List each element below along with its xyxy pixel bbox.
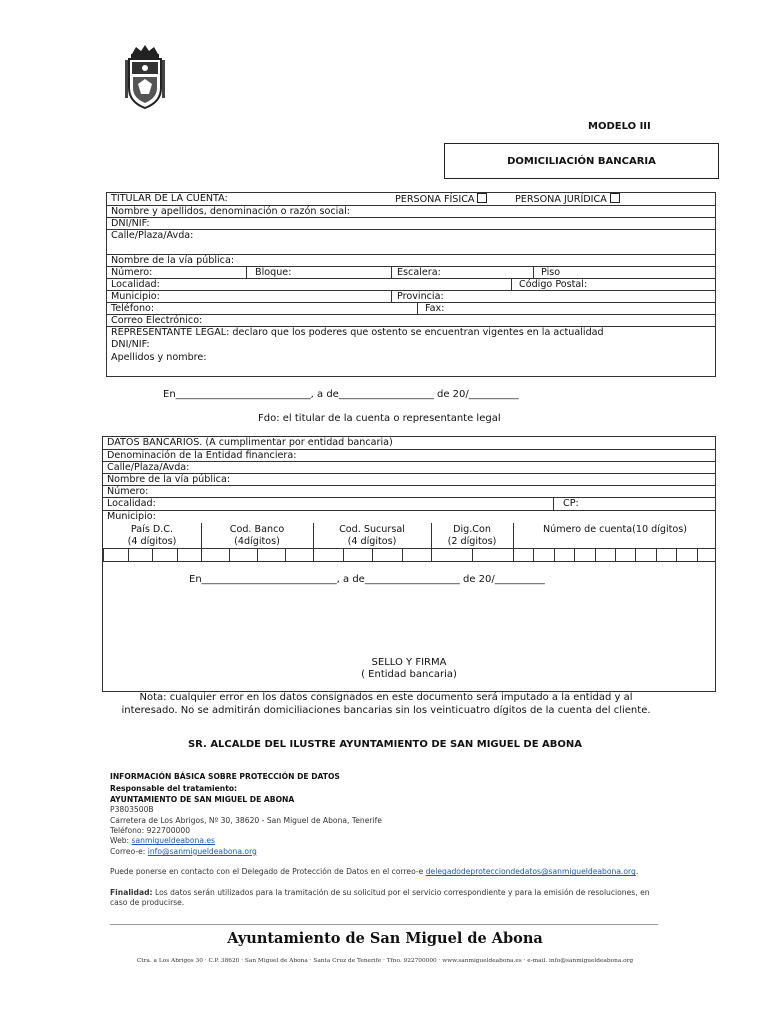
col-banco-label: Cod. Banco <box>229 524 285 535</box>
protection-title: INFORMACIÓN BÁSICA SOBRE PROTECCIÓN DE DATOS <box>110 772 340 781</box>
delegado-line: Puede ponerse en contacto con el Delegado de Protección de Datos en el correo-e delegadodeprotecciondedatos@sanmigueldeabona.org. <box>110 867 639 877</box>
bank-localidad-label: Localidad: <box>107 498 156 509</box>
addressee: SR. ALCALDE DEL ILUSTRE AYUNTAMIENTO DE SAN MIGUEL DE ABONA <box>187 739 583 750</box>
row-representante[interactable] <box>107 326 715 378</box>
representante-label: REPRESENTANTE LEGAL: declaro que los poderes que ostento se encuentran vigentes en la actualidad <box>111 327 604 338</box>
finalidad-label: Finalidad: <box>110 887 153 897</box>
titular-signature-label: Fdo: el titular de la cuenta o representante legal <box>258 413 501 424</box>
persona-fisica-label: PERSONA FÍSICA <box>395 194 475 205</box>
municipio-label: Municipio: <box>111 291 160 302</box>
bank-calle-label: Calle/Plaza/Avda: <box>107 462 190 473</box>
coat-of-arms-icon <box>124 44 166 110</box>
telefono-label: Teléfono: <box>111 303 155 314</box>
responsable-label: Responsable del tratamiento: <box>110 784 238 794</box>
seal-sub: ( Entidad bancaria) <box>361 669 457 680</box>
col-sucursal-label: Cod. Sucursal <box>339 524 405 535</box>
data-protection-block <box>110 772 670 908</box>
phone-value: 922700000 <box>146 826 191 836</box>
delegado-email-link[interactable]: delegadodeprotecciondedatos@sanmigueldeabona.org <box>425 867 636 877</box>
row-bank-localidad[interactable] <box>103 497 715 511</box>
col-cuenta-label: Número de cuenta(10 dígitos) <box>542 524 688 535</box>
titular-label: TITULAR DE LA CUENTA: <box>111 193 228 204</box>
bank-seal <box>103 657 715 681</box>
finalidad-line <box>110 888 670 898</box>
dni-label: DNI/NIF: <box>111 218 150 229</box>
col-pais <box>103 524 201 548</box>
entity-name: AYUNTAMIENTO DE SAN MIGUEL DE ABONA <box>110 794 295 804</box>
persona-juridica-checkbox[interactable] <box>610 193 620 203</box>
bank-via-label: Nombre de la vía pública: <box>107 474 231 485</box>
footer-title: Ayuntamiento de San Miguel de Abona <box>227 930 543 947</box>
localidad-label: Localidad: <box>111 279 160 290</box>
phone-label: Teléfono: <box>110 826 145 836</box>
bloque-label: Bloque: <box>255 267 292 278</box>
bank-table <box>102 436 716 692</box>
col-cuenta <box>513 524 717 536</box>
email-link[interactable]: info@sanmigueldeabona.org <box>147 846 257 856</box>
divider <box>201 523 202 549</box>
entity-phone <box>110 826 670 836</box>
row-calle[interactable] <box>107 229 715 255</box>
col-dig-label: Dig.Con <box>453 524 491 535</box>
provincia-label: Provincia: <box>397 291 444 302</box>
numero-label: Número: <box>111 267 153 278</box>
finalidad-text: Los datos serán utilizados para la tramitación de su solicitud por el servicio correspondiente y para la emisión de resoluciones, en <box>154 887 650 897</box>
escalera-label: Escalera: <box>397 267 441 278</box>
note-line2: interesado. No se admitirán domiciliaciones bancarias sin los veinticuatro dígitos de la cuenta del cliente. <box>121 705 651 716</box>
col-dig-sub: (2 dígitos) <box>447 536 497 547</box>
col-dig <box>431 524 513 548</box>
row-titular <box>107 193 715 205</box>
nombre-label: Nombre y apellidos, denominación o razón social: <box>111 206 351 217</box>
divider <box>513 523 514 549</box>
web-link[interactable]: sanmigueldeabona.es <box>131 836 216 846</box>
col-banco <box>201 524 313 548</box>
document-title-box <box>444 143 719 179</box>
note <box>100 691 672 717</box>
divider <box>431 523 432 549</box>
col-sucursal-sub: (4 dígitos) <box>347 536 397 547</box>
cp-label: Código Postal: <box>519 279 588 290</box>
entity-web <box>110 836 670 846</box>
account-digit-boxes[interactable] <box>103 548 715 562</box>
calle-label: Calle/Plaza/Avda: <box>111 230 194 241</box>
row-bank-title <box>103 437 715 449</box>
web-label: Web: <box>110 836 130 846</box>
seal-label: SELLO Y FIRMA <box>371 657 447 668</box>
correo-label: Correo Electrónico: <box>111 315 203 326</box>
bank-numero-label: Número: <box>107 486 149 497</box>
divider <box>313 523 314 549</box>
fax-label: Fax: <box>425 303 445 314</box>
col-pais-sub: (4 dígitos) <box>127 536 177 547</box>
titular-date-line[interactable]: En___________________________, a de___________________ de 20/__________ <box>163 389 519 400</box>
entity-email <box>110 847 670 857</box>
entidad-label: Denominación de la Entidad financiera: <box>107 450 297 461</box>
entity-cif: P3803500B <box>110 805 154 815</box>
via-label: Nombre de la vía pública: <box>111 255 235 266</box>
bank-cp-label: CP: <box>563 498 579 509</box>
document-title: DOMICILIACIÓN BANCARIA <box>507 155 656 167</box>
col-pais-label: País D.C. <box>130 524 174 535</box>
col-banco-sub: (4dígitos) <box>234 536 280 547</box>
row-bank-municipio <box>103 510 715 549</box>
rep-dni-label: DNI/NIF: <box>111 339 150 350</box>
bank-title: DATOS BANCARIOS. (A cumplimentar por entidad bancaria) <box>107 437 393 448</box>
note-line1: Nota: cualquier error en los datos consignados en este documento será imputado a la entidad y al <box>139 692 633 703</box>
email-label: Correo-e: <box>110 846 146 856</box>
footer-divider <box>110 924 658 925</box>
persona-juridica-label: PERSONA JURÍDICA <box>515 194 607 205</box>
finalidad-line2: caso de producirse. <box>110 898 185 908</box>
col-sucursal <box>313 524 431 548</box>
bank-date-line[interactable]: En___________________________, a de___________________ de 20/__________ <box>189 574 545 585</box>
entity-address: Carretera de Los Abrigos, Nº 30, 38620 - San Miguel de Abona, Tenerife <box>110 815 382 825</box>
titular-table <box>106 192 716 377</box>
bank-signature-area[interactable] <box>103 561 715 693</box>
piso-label: Piso <box>541 267 561 278</box>
delegado-text: Puede ponerse en contacto con el Delegado de Protección de Datos en el correo-e <box>110 867 424 877</box>
model-label: MODELO III <box>588 121 651 132</box>
persona-fisica-checkbox[interactable] <box>477 193 487 203</box>
bank-municipio-label[interactable]: Municipio: <box>107 511 156 522</box>
footer-address: Ctra. a Los Abrigos 30 · C.P. 38620 · San Miguel de Abona · Santa Cruz de Tenerife · Tfno. 922700000 · www.sanmigueldeabona.es · e-mail. info@sanmigueldeabona.org <box>136 958 634 964</box>
rep-nombre-label: Apellidos y nombre: <box>111 352 207 363</box>
